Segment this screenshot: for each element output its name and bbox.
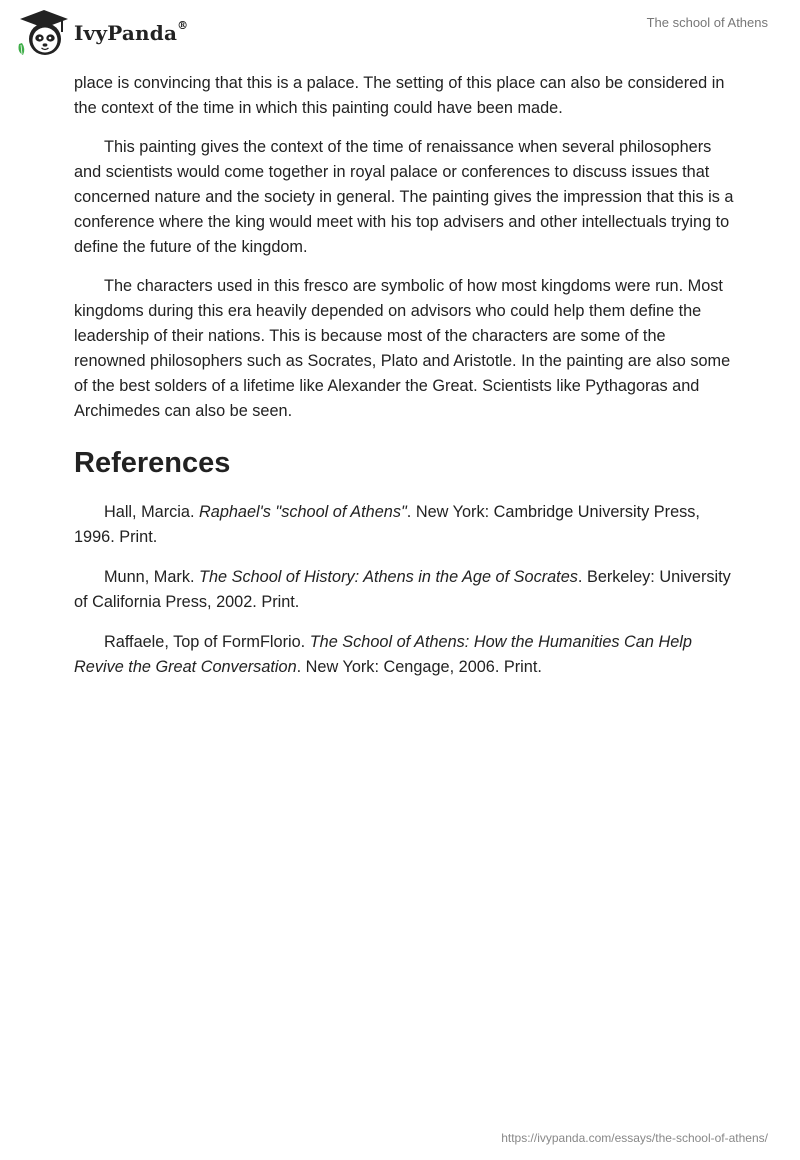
reference-details: . New York: Cengage, 2006. Print. [296, 658, 542, 676]
reference-item [74, 565, 734, 615]
reference-author: Munn, Mark. [104, 568, 200, 586]
reference-author: Hall, Marcia. [104, 503, 199, 521]
body-paragraph: place is convincing that this is a palace. The setting of this place can also be considered in the context of the time in which this painting could have been made. [74, 74, 725, 117]
page-header [0, 0, 800, 70]
reference-item [74, 500, 734, 550]
essay-content [74, 71, 734, 695]
brand-name: IvyPanda® [74, 19, 189, 45]
running-title: The school of Athens [646, 15, 768, 30]
source-url[interactable]: https://ivypanda.com/essays/the-school-of-athens/ [501, 1131, 768, 1145]
body-paragraph: The characters used in this fresco are symbolic of how most kingdoms were run. Most kingdoms during this era heavily depended on advisors who could help them define the leadership of their nations. This is because most of the characters are some of the renowned philosophers such as Socrates, Plato and Aristotle. In the painting are also some of the best solders of a lifetime like Alexander the Great. Scientists like Pythagoras and Archimedes can also be seen. [74, 277, 731, 420]
registered-mark: ® [177, 19, 189, 32]
reference-author: Raffaele, Top of FormFlorio. [104, 633, 310, 651]
references-heading: References [74, 447, 231, 479]
reference-details: . Berkeley: University of California Press, 2002. Print. [74, 568, 731, 611]
reference-details: . New York: Cambridge University Press, 1996. Print. [74, 503, 700, 546]
reference-title: The School of Athens: How the Humanities Can Help Revive the Great Conversation [74, 633, 692, 676]
reference-title: Raphael's "school of Athens" [199, 503, 407, 521]
panda-graduate-icon [14, 8, 70, 58]
ivypanda-logo[interactable] [14, 8, 188, 58]
body-paragraph: This painting gives the context of the time of renaissance when several philosophers and scientists would come together in royal palace or conferences to discuss issues that concerned nature and the society in general. The painting gives the impression that this is a conference where the king would meet with his top advisers and other intellectuals trying to define the future of the kingdom. [74, 138, 734, 256]
reference-title: The School of History: Athens in the Age of Socrates [199, 568, 578, 586]
reference-item [74, 630, 734, 680]
